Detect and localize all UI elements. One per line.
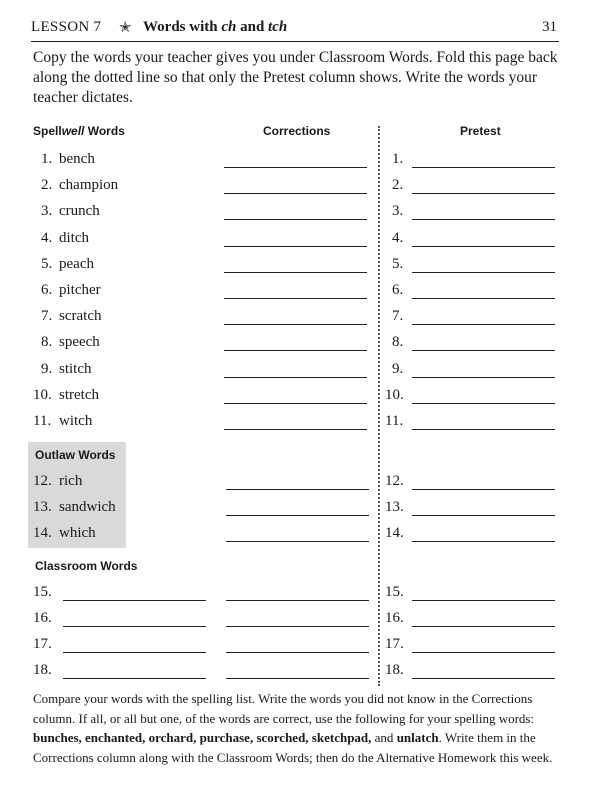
pretest-line[interactable] (412, 246, 555, 247)
corrections-line[interactable] (226, 489, 369, 490)
spelling-word: sandwich (59, 499, 116, 515)
spelling-word: rich (59, 473, 83, 489)
pretest-number: 15. (385, 584, 404, 600)
title-prefix: Words with (143, 19, 222, 35)
item-number: 13. (33, 499, 52, 515)
pretest-line[interactable] (412, 541, 555, 542)
pretest-line[interactable] (412, 167, 555, 168)
corrections-line[interactable] (224, 403, 367, 404)
lesson-title (143, 19, 287, 36)
corrections-line[interactable] (224, 272, 367, 273)
item-number: 16. (33, 610, 52, 626)
corrections-line[interactable] (226, 541, 369, 542)
footer-text3: . Write them in the Corrections column along with the Classroom Words; then do the Alternative Homework this week. (33, 730, 553, 765)
title-tch: tch (268, 19, 288, 35)
spelling-word: stitch (59, 361, 92, 377)
pretest-number: 11. (385, 413, 404, 429)
corrections-line[interactable] (226, 678, 369, 679)
lesson-label: LESSON 7 (31, 19, 102, 35)
pretest-number: 12. (385, 473, 404, 489)
spellwell-b: well (61, 124, 85, 138)
corrections-line[interactable] (224, 350, 367, 351)
spelling-word: ditch (59, 230, 89, 246)
page-number: 31 (542, 19, 557, 35)
pretest-number: 6. (392, 282, 404, 298)
item-number: 18. (33, 662, 52, 678)
spellwell-c: Words (84, 124, 125, 138)
item-number: 1. (41, 151, 53, 167)
pretest-line[interactable] (412, 626, 555, 627)
pretest-line[interactable] (412, 298, 555, 299)
pretest-number: 4. (392, 230, 404, 246)
item-number: 8. (41, 334, 53, 350)
pretest-number: 9. (392, 361, 404, 377)
pretest-line[interactable] (412, 429, 555, 430)
spelling-word: pitcher (59, 282, 101, 298)
item-number: 5. (41, 256, 53, 272)
pretest-line[interactable] (412, 324, 555, 325)
corrections-line[interactable] (224, 298, 367, 299)
footer-word-list: bunches, enchanted, orchard, purchase, scorched, sketchpad, (33, 730, 372, 745)
instructions: Copy the words your teacher gives you under Classroom Words. Fold this page back along the dotted line so that only the Pretest column shows. Write the words your teacher dictates. (33, 49, 558, 106)
footer-last-word: unlatch (396, 730, 439, 745)
pretest-number: 17. (385, 636, 404, 652)
pretest-line[interactable] (412, 600, 555, 601)
item-number: 10. (33, 387, 52, 403)
spelling-word: champion (59, 177, 119, 193)
pretest-line[interactable] (412, 489, 555, 490)
pretest-number: 8. (392, 334, 404, 350)
corrections-line[interactable] (226, 652, 369, 653)
pretest-number: 1. (392, 151, 404, 167)
pretest-number: 7. (392, 308, 404, 324)
classroom-word-line[interactable] (63, 600, 206, 601)
pretest-number: 14. (385, 525, 404, 541)
pretest-line[interactable] (412, 403, 555, 404)
classroom-word-line[interactable] (63, 678, 206, 679)
classroom-word-line[interactable] (63, 652, 206, 653)
spelling-word: scratch (59, 308, 102, 324)
spelling-word: which (59, 525, 96, 541)
pretest-line[interactable] (412, 377, 555, 378)
spelling-word: speech (59, 334, 100, 350)
corrections-line[interactable] (226, 600, 369, 601)
item-number: 11. (33, 413, 52, 429)
spellwell-a: Spell (33, 124, 62, 138)
corrections-line[interactable] (226, 626, 369, 627)
pretest-number: 13. (385, 499, 404, 515)
corrections-line[interactable] (224, 429, 367, 430)
item-number: 2. (41, 177, 53, 193)
item-number: 9. (41, 361, 53, 377)
item-number: 6. (41, 282, 53, 298)
corrections-line[interactable] (224, 324, 367, 325)
item-number: 7. (41, 308, 53, 324)
footer-text2: and (371, 730, 397, 745)
corrections-line[interactable] (224, 167, 367, 168)
spelling-word: crunch (59, 203, 100, 219)
outlaw-heading: Outlaw Words (35, 448, 116, 462)
pretest-line[interactable] (412, 678, 555, 679)
classroom-heading: Classroom Words (35, 559, 138, 573)
title-and: and (236, 19, 269, 35)
pretest-number: 18. (385, 662, 404, 678)
pretest-line[interactable] (412, 652, 555, 653)
pretest-line[interactable] (412, 515, 555, 516)
pretest-heading: Pretest (460, 124, 501, 138)
corrections-line[interactable] (226, 515, 369, 516)
pretest-line[interactable] (412, 193, 555, 194)
fold-line (378, 126, 380, 686)
spelling-word: peach (59, 256, 94, 272)
pretest-number: 3. (392, 203, 404, 219)
classroom-word-line[interactable] (63, 626, 206, 627)
footer-text1: Compare your words with the spelling list. Write the words you did not know in the Corrections column. If all, or all but one, of the words are correct, use the following for your spelling words: (33, 691, 535, 726)
pretest-line[interactable] (412, 219, 555, 220)
pretest-number: 5. (392, 256, 404, 272)
pretest-number: 10. (385, 387, 404, 403)
corrections-line[interactable] (224, 246, 367, 247)
spellwell-heading (33, 124, 125, 138)
corrections-heading: Corrections (263, 124, 331, 138)
pretest-line[interactable] (412, 350, 555, 351)
pretest-number: 2. (392, 177, 404, 193)
corrections-line[interactable] (224, 193, 367, 194)
item-number: 4. (41, 230, 53, 246)
corrections-line[interactable] (224, 219, 367, 220)
title-ch: ch (221, 19, 237, 35)
spelling-word: stretch (59, 387, 99, 403)
footer-instructions (33, 689, 560, 767)
item-number: 14. (33, 525, 52, 541)
spelling-word: bench (59, 151, 95, 167)
item-number: 17. (33, 636, 52, 652)
item-number: 12. (33, 473, 52, 489)
spelling-word: witch (59, 413, 93, 429)
corrections-line[interactable] (224, 377, 367, 378)
pretest-line[interactable] (412, 272, 555, 273)
item-number: 3. (41, 203, 53, 219)
pretest-number: 16. (385, 610, 404, 626)
star-icon: ✭ (119, 20, 132, 36)
item-number: 15. (33, 584, 52, 600)
page-header (31, 15, 559, 42)
